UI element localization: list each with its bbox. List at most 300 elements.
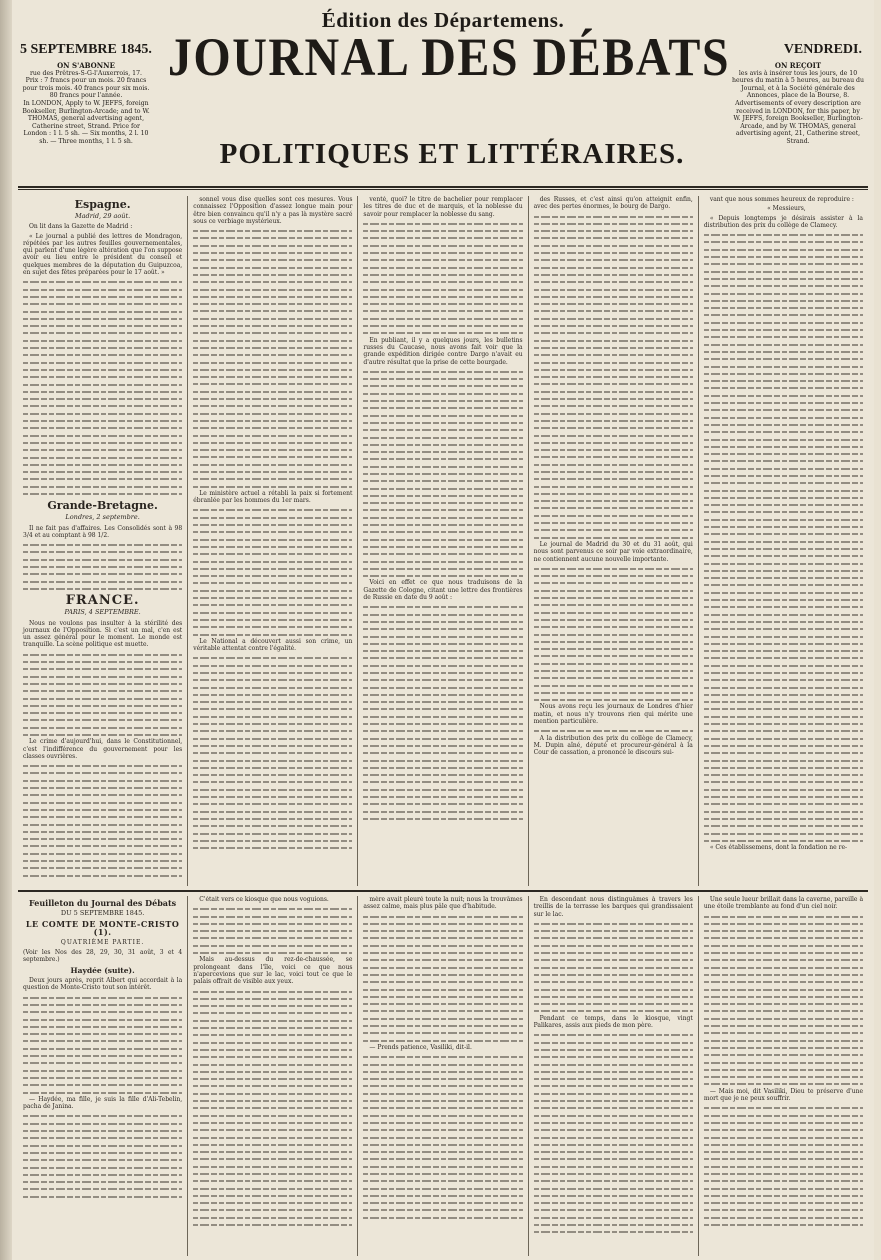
text-line [534,1039,693,1046]
text-line [23,1089,182,1096]
text-line [704,830,863,837]
text-line [363,669,522,676]
text-line [363,572,522,579]
text-line [363,278,522,285]
text-line [363,764,522,771]
text-line [193,514,352,521]
text-line [193,771,352,778]
text-line [23,850,182,857]
text-line [363,662,522,669]
issue-day: VENDREDI. [783,42,862,57]
article-text: En publiant, il y a quelques jours, les bulletins russes du Caucase, nous avons fait voir que la grande expédition dirigée contre Dargo n'avait eu d'autre résultat que la prise de cette bourgade. [363,336,523,366]
dateline-france: PARIS, 4 SEPTEMBRE. [64,608,141,617]
text-line [704,545,863,552]
text-line [704,1206,863,1213]
text-line [23,1081,182,1088]
text-line [193,800,352,807]
text-line [704,538,863,545]
text-line [534,638,693,645]
text-line [534,351,693,358]
text-line [534,366,693,373]
text-line [23,563,182,570]
text-line [534,1134,693,1141]
text-line [363,603,522,610]
text-line [534,359,693,366]
novel-note: (Voir les Nos des 28, 29, 30, 31 août, 3 et 4 septembre.) [23,949,183,964]
text-line [534,373,693,380]
text-line [704,993,863,1000]
text-line [193,742,352,749]
text-line [23,1008,182,1015]
novel-text: Deux jours après, reprit Albert qui accordait à la question de Monte-Cristo tout son intérêt. [23,977,183,992]
text-line [363,382,522,389]
text-line [534,667,693,674]
text-line [23,475,182,482]
text-line [193,417,352,424]
text-line [193,1024,352,1031]
text-line [23,1059,182,1066]
text-line [193,506,352,513]
text-line [704,1221,863,1228]
text-line [23,308,182,315]
text-line [534,264,693,271]
article-text: Nous avons reçu les journaux de Londres d'hier matin, et nous n'y trouvons rien qui mérite une mention particulière. [533,703,693,726]
text-line [704,238,863,245]
text-line [23,1120,182,1127]
subscription-prices: Prix : 7 francs pour un mois. 20 francs pour trois mois. 40 francs pour six mois. 80 francs pour l'année. [22,77,150,100]
text-line [193,278,352,285]
text-line [534,432,693,439]
text-line [193,844,352,851]
text-line [534,1007,693,1014]
text-line [704,311,863,318]
feuilleton-column-2 [187,896,357,1256]
dateline-grande-bretagne: Londres, 2 septembre. [65,513,140,522]
text-line [23,1171,182,1178]
novel-text: — Haydée, ma fille, je suis la fille d'Ali-Tebelin, pacha de Janina. [23,1095,183,1111]
text-line [534,660,693,667]
text-line [534,256,693,263]
text-line [363,404,522,411]
text-line [193,601,352,608]
text-line [23,286,182,293]
feuilleton-column-1 [18,896,187,1256]
text-line [23,337,182,344]
text-line [23,366,182,373]
text-line [363,485,522,492]
text-line [704,1015,863,1022]
text-line [704,778,863,785]
text-line [534,1199,693,1206]
text-line [363,705,522,712]
text-line [23,872,182,879]
text-line [704,705,863,712]
text-line [193,329,352,336]
text-line [704,742,863,749]
text-line [363,293,522,300]
text-line [193,623,352,630]
text-line [704,290,863,297]
text-line [534,395,693,402]
text-line [534,439,693,446]
text-line [704,1073,863,1080]
article-text: Le journal de Madrid du 30 et du 31 août, qui nous sont parvenus ce soir par voie extraordinaire, ne contiennent aucune nouvelle importante. [533,540,693,563]
text-line [534,1214,693,1221]
text-line [704,727,863,734]
text-line [534,410,693,417]
text-line [193,439,352,446]
text-line [704,231,863,238]
text-line [534,227,693,234]
text-line [23,835,182,842]
text-line [193,307,352,314]
text-line [534,322,693,329]
subscription-address: rue des Prêtres-S-G-l'Auxerrois, 17. [29,69,143,77]
text-line [363,986,522,993]
text-line [704,1104,863,1111]
text-line [534,934,693,941]
text-line [704,942,863,949]
article-text: Voici en effet ce que nous traduisons de la Gazette de Cologne, citant une lettre des frontières de Russie en date du 9 août : [363,579,523,602]
text-line [23,813,182,820]
text-line [534,249,693,256]
text-line [534,329,693,336]
text-line [534,1000,693,1007]
text-line [534,631,693,638]
text-line [193,572,352,579]
text-line [704,436,863,443]
text-line [363,934,522,941]
text-line [193,1185,352,1192]
text-line [193,594,352,601]
text-line [23,351,182,358]
text-line [193,1053,352,1060]
column-3 [357,196,527,886]
text-line [704,934,863,941]
text-line [363,368,522,375]
text-line [23,395,182,402]
novel-text: mère avait pleuré toute la nuit; nous la trouvâmes assez calme, mais plus pâle que d'habitude. [363,896,523,911]
text-line [363,315,522,322]
text-line [704,1141,863,1148]
text-line [704,1112,863,1119]
subscription-head: ON S'ABONNE [57,61,115,70]
text-line [363,441,522,448]
text-line [704,603,863,610]
text-line [193,1148,352,1155]
text-line [534,1141,693,1148]
text-line [363,448,522,455]
text-line [363,286,522,293]
text-line [23,1067,182,1074]
text-line [534,1068,693,1075]
text-line [23,344,182,351]
text-line [363,470,522,477]
advertising-london: Advertisements of every description are received in LONDON, for this paper, by W. JEFFS, foreign Bookseller, Burlington-Arcade, and by W. THOMAS, general advertising agent, 21, Catherine street, Strand. [733,99,863,145]
text-line [23,446,182,453]
text-line [23,651,182,658]
text-line [704,443,863,450]
text-line [534,601,693,608]
text-line [704,1170,863,1177]
text-line [193,424,352,431]
text-line [534,519,693,526]
text-line [363,1206,522,1213]
text-line [193,293,352,300]
text-line [363,713,522,720]
text-line [363,506,522,513]
text-line [193,1192,352,1199]
text-line [534,337,693,344]
text-line [534,475,693,482]
text-line [193,446,352,453]
text-line [23,490,182,497]
subscription-london: In LONDON, Apply to W. JEFFS, foreign Bookseller, Burlington-Arcade; and to W. THOMAS, general advertising agent, Catherine street, Strand. Price for London : 1 l. 5 sh. — Six months, 2 l. 10 sh. — Three months, 1 l. 5 sh. [22,99,150,145]
text-line [704,465,863,472]
text-line [193,432,352,439]
text-line [534,242,693,249]
text-line [363,390,522,397]
text-line [363,720,522,727]
text-line [534,1031,693,1038]
text-line [363,927,522,934]
text-line [363,307,522,314]
text-line [704,1199,863,1206]
text-line [704,530,863,537]
text-line [534,213,693,220]
text-line [23,468,182,475]
text-line [704,333,863,340]
feuilleton-date: DU 5 SEPTEMBRE 1845. [60,909,145,917]
text-line [23,1149,182,1156]
text-line [193,631,352,638]
text-line [704,1155,863,1162]
text-line [23,278,182,285]
text-line [193,1009,352,1016]
text-line [23,1164,182,1171]
text-line [363,1119,522,1126]
text-line [193,669,352,676]
text-line [193,727,352,734]
text-line [534,461,693,468]
text-line [363,1214,522,1221]
article-text: Il ne fait pas d'affaires. Les Consolidés sont à 98 3/4 et au comptant à 98 1/2. [23,524,183,539]
text-line [704,927,863,934]
text-line [193,764,352,771]
column-2 [187,196,357,886]
text-line [193,521,352,528]
text-line [193,927,352,934]
text-line [193,565,352,572]
novel-text: Une seule lueur brillait dans la caverne, pareille à une étoile tremblante au fond d'un ciel noir. [703,896,864,911]
text-line [704,986,863,993]
text-line [23,1045,182,1052]
text-line [193,528,352,535]
text-line [193,934,352,941]
text-line [193,988,352,995]
text-line [363,771,522,778]
text-line [534,234,693,241]
text-line [193,286,352,293]
text-line [704,920,863,927]
text-line [23,731,182,738]
text-line [23,658,182,665]
text-line [534,594,693,601]
text-line [704,662,863,669]
text-line [23,1127,182,1134]
text-line [534,1177,693,1184]
text-line [193,1141,352,1148]
article-text: Le ministère actuel a rétabli la paix si fortement ébranlée par les hommes du 1er mars. [193,489,353,505]
text-line [534,417,693,424]
novel-text: Pendant ce temps, dans le kiosque, vingt Palikares, assis aux pieds de mon père. [533,1014,693,1030]
text-line [193,691,352,698]
text-line [363,227,522,234]
text-line [363,1126,522,1133]
text-line [704,647,863,654]
masthead-rule-thin [18,189,868,190]
text-line [193,461,352,468]
masthead-rule [18,186,868,188]
text-line [193,402,352,409]
text-line [534,1112,693,1119]
text-line [363,322,522,329]
text-line [193,1097,352,1104]
text-line [193,579,352,586]
text-line [363,1082,522,1089]
text-line [704,275,863,282]
text-line [363,698,522,705]
text-line [193,913,352,920]
text-line [23,673,182,680]
text-line [23,402,182,409]
text-line [193,234,352,241]
text-line [704,560,863,567]
text-line [704,1134,863,1141]
text-line [23,1001,182,1008]
text-line [363,735,522,742]
text-line [534,526,693,533]
text-line [23,424,182,431]
text-line [363,815,522,822]
text-line [704,428,863,435]
feuilleton-column-3 [357,896,527,1256]
text-line [23,293,182,300]
text-line [704,1126,863,1133]
text-line [363,1112,522,1119]
text-line [704,472,863,479]
text-line [363,499,522,506]
text-line [23,410,182,417]
text-line [704,523,863,530]
text-line [193,337,352,344]
text-line [534,315,693,322]
text-line [534,504,693,511]
text-line [363,727,522,734]
novel-title: LE COMTE DE MONTE-CRISTO (1). [25,919,180,937]
text-line [704,348,863,355]
text-line [363,793,522,800]
text-line [363,1037,522,1044]
text-line [704,479,863,486]
text-line [23,994,182,1001]
text-line [23,461,182,468]
text-line [363,949,522,956]
text-line [534,1119,693,1126]
text-line [23,784,182,791]
text-line [23,300,182,307]
text-line [704,971,863,978]
column-1 [18,196,187,886]
text-line [704,508,863,515]
text-line [193,713,352,720]
text-line [23,702,182,709]
text-line [193,468,352,475]
text-line [193,587,352,594]
text-line [534,534,693,541]
text-line [534,300,693,307]
advertising-body: les avis à insérer tous les jours, de 10 heures du matin à 5 heures, au bureau du Journal, et à la Société générale des Annonces, place de la Bourse, 8. [732,69,864,100]
text-line [534,920,693,927]
text-line [704,978,863,985]
text-line [23,1112,182,1119]
text-line [193,453,352,460]
novel-part: QUATRIÈME PARTIE. [60,938,145,946]
text-line [363,463,522,470]
text-line [704,574,863,581]
text-line [193,271,352,278]
text-line [534,1185,693,1192]
text-line [363,1163,522,1170]
article-text: Le crime d'aujourd'hui, dans le Constitutionnel, c'est l'indifférence du gouvernement pour les classes ouvrières. [23,738,183,760]
text-line [363,654,522,661]
text-line [704,720,863,727]
text-line [193,757,352,764]
text-line [534,286,693,293]
text-line [704,494,863,501]
text-line [23,769,182,776]
text-line [704,253,863,260]
text-line [193,735,352,742]
text-line [23,1142,182,1149]
text-line [193,1002,352,1009]
text-line [704,1044,863,1051]
text-line [193,1090,352,1097]
text-line [23,483,182,490]
text-line [704,684,863,691]
text-line [534,1192,693,1199]
text-line [193,995,352,1002]
text-line [534,696,693,703]
text-line [363,971,522,978]
text-line [193,1075,352,1082]
text-line [193,676,352,683]
text-line [363,514,522,521]
text-line [534,307,693,314]
text-line [534,278,693,285]
text-line [534,942,693,949]
text-line [534,1090,693,1097]
text-line [363,1192,522,1199]
text-line [704,1119,863,1126]
text-line [704,1177,863,1184]
text-line [23,541,182,548]
text-line [534,587,693,594]
text-line [363,271,522,278]
text-line [363,397,522,404]
text-line [704,341,863,348]
text-line [193,1112,352,1119]
